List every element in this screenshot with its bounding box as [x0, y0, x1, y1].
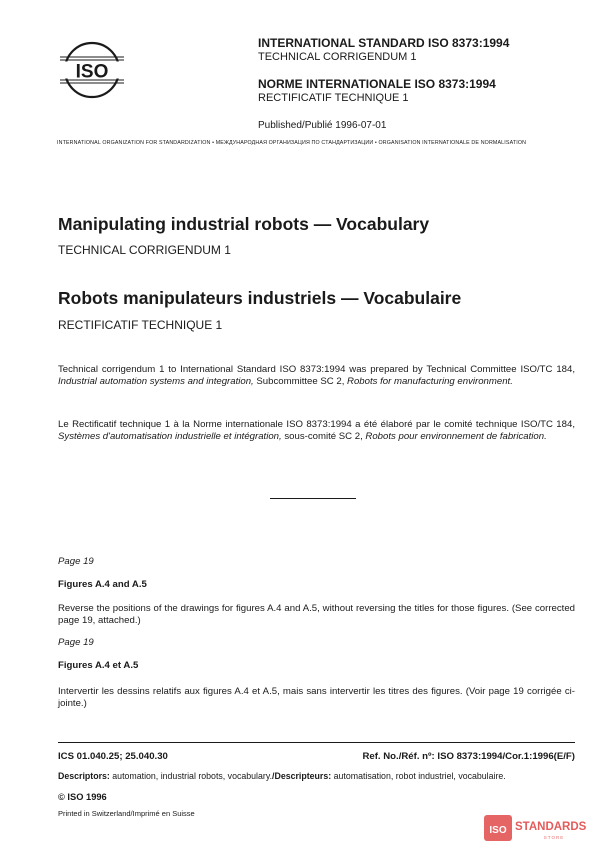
printed-in: Printed in Switzerland/Imprimé en Suisse	[58, 809, 195, 818]
ics-codes: ICS 01.040.25; 25.040.30	[58, 751, 168, 762]
descriptors-en: automation, industrial robots, vocabulary.	[112, 771, 273, 781]
watermark-iso-text: ISO	[489, 825, 507, 836]
correction-text-en: Reverse the positions of the drawings for figures A.4 and A.5, without reversing the titles for those figures. (See corrected page 19, attached.)	[58, 603, 575, 626]
organization-line: INTERNATIONAL ORGANIZATION FOR STANDARDIZATION • МЕЖДУНАРОДНАЯ ОРГАНИЗАЦИЯ ПО СТАНДАРТИЗАЦИИ • ORGANISATION INTERNATIONALE DE NORMALISATION	[57, 140, 527, 146]
descriptors-label-fr: /Descripteurs:	[272, 771, 332, 781]
page-ref-en: Page 19	[58, 556, 94, 567]
figures-heading-fr: Figures A.4 et A.5	[58, 660, 139, 671]
paragraph-en-part: Subcommittee SC 2,	[256, 376, 345, 387]
paragraph-en-part: Technical corrigendum 1 to International Standard ISO 8373:1994 was prepared by Technical Committee ISO/TC 184,	[58, 364, 575, 375]
watermark-standards-text: STANDARDS	[515, 821, 587, 833]
committee-title-en: Industrial automation systems and integration,	[58, 376, 254, 387]
committee-title-fr: Systèmes d'automatisation industrielle et intégration,	[58, 431, 282, 442]
iso-logo-text: ISO	[75, 61, 109, 83]
title-fr: Robots manipulateurs industriels — Vocabulaire	[58, 288, 462, 308]
subcommittee-title-en: Robots for manufacturing environment.	[347, 376, 513, 387]
descriptors-label-en: Descriptors:	[58, 771, 110, 781]
iso-logo	[58, 40, 126, 100]
title-en: Manipulating industrial robots — Vocabulary	[58, 214, 430, 234]
paragraph-fr-part: Le Rectificatif technique 1 à la Norme internationale ISO 8373:1994 a été élaboré par le comité technique ISO/TC 184,	[58, 419, 575, 430]
footer-rule-top	[58, 742, 575, 743]
subcommittee-title-fr: Robots pour environnement de fabrication.	[365, 431, 547, 442]
subtitle-fr: RECTIFICATIF TECHNIQUE 1	[58, 318, 223, 332]
paragraph-en	[58, 364, 575, 388]
published-date: Published/Publié 1996-07-01	[258, 120, 387, 131]
paragraph-fr	[58, 419, 575, 443]
header-line-en: INTERNATIONAL STANDARD ISO 8373:1994	[258, 36, 510, 50]
reference-label: Ref. No./Réf. nº:	[362, 751, 435, 762]
reference-value: ISO 8373:1994/Cor.1:1996(E/F)	[437, 751, 575, 762]
correction-text-fr: Intervertir les dessins relatifs aux figures A.4 et A.5, mais sans intervertir les titres des figures. (Voir page 19 corrigée ci-jointe.)	[58, 686, 575, 709]
watermark-store-text: STORE	[543, 835, 565, 840]
descriptors-fr: automatisation, robot industriel, vocabulaire.	[333, 771, 506, 781]
iso-standards-watermark	[484, 813, 594, 843]
header-line-fr: NORME INTERNATIONALE ISO 8373:1994	[258, 77, 496, 91]
copyright: © ISO 1996	[58, 792, 107, 802]
page-ref-fr: Page 19	[58, 637, 94, 648]
header-corrigendum-fr: RECTIFICATIF TECHNIQUE 1	[258, 92, 409, 104]
reference-number	[362, 751, 575, 762]
paragraph-fr-part: sous-comité SC 2,	[284, 431, 363, 442]
descriptors	[58, 771, 506, 781]
header-corrigendum-en: TECHNICAL CORRIGENDUM 1	[258, 51, 417, 63]
figures-heading-en: Figures A.4 and A.5	[58, 579, 147, 590]
separator-line	[270, 498, 356, 499]
subtitle-en: TECHNICAL CORRIGENDUM 1	[58, 243, 231, 257]
